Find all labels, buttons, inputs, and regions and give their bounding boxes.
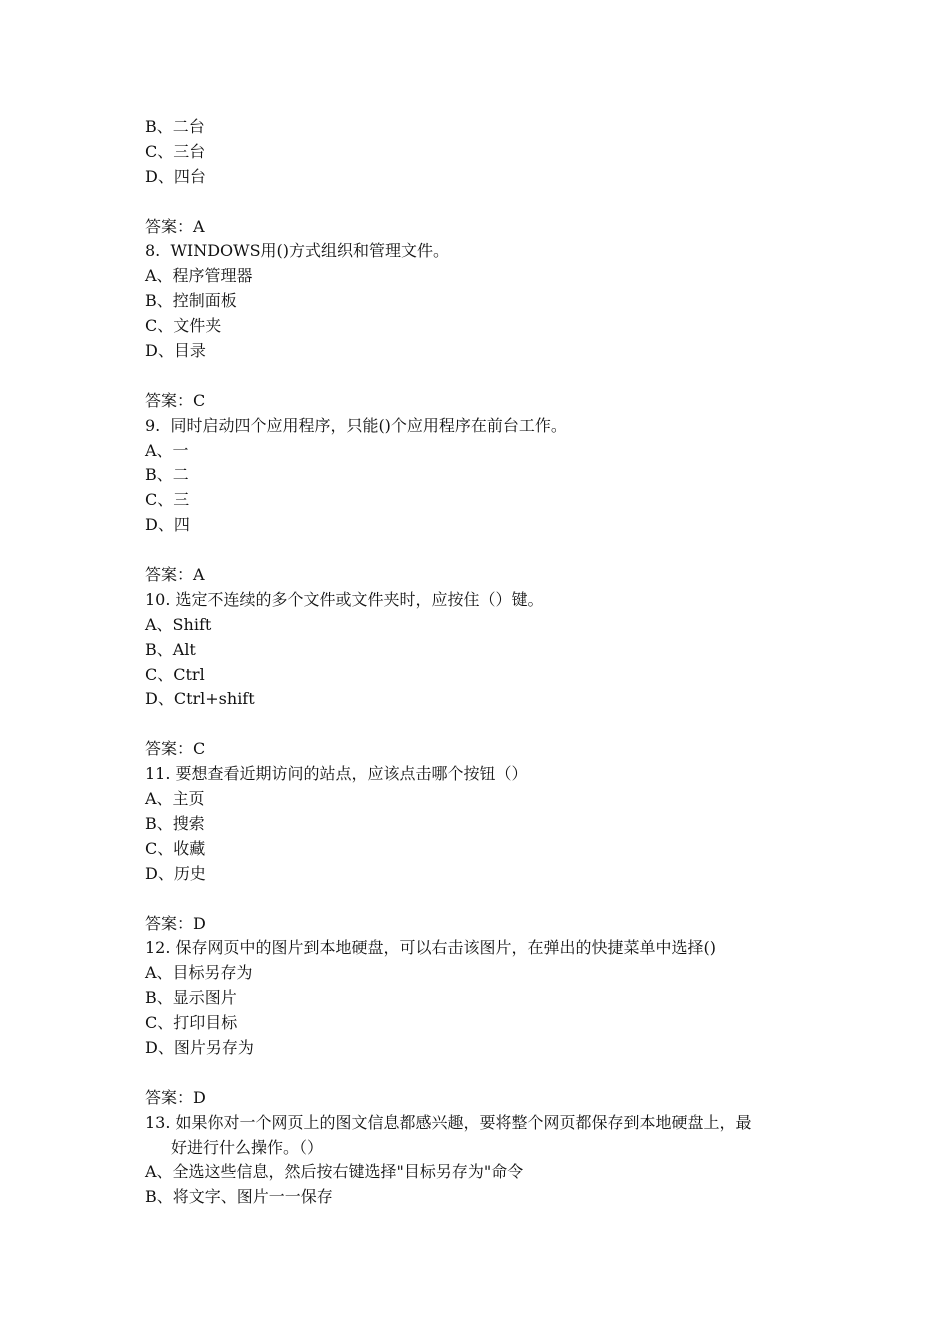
option-line: B、二 [145, 465, 189, 485]
spacer [145, 712, 825, 737]
option-line: C、打印目标 [145, 1013, 238, 1033]
option-line: C、三台 [145, 141, 206, 161]
answer-line: 答案：A [145, 565, 205, 585]
option-line: A、目标另存为 [145, 963, 253, 983]
option-line: B、二台 [145, 117, 205, 136]
question-stem: 10. 选定不连续的多个文件或文件夹时，应按住（）键。 [145, 589, 544, 609]
option-line: B、将文字、图片一一保存 [145, 1187, 333, 1207]
option-line: B、Alt [145, 639, 196, 659]
answer-line: 答案：D [145, 913, 206, 933]
option-line: B、显示图片 [145, 988, 237, 1008]
question-stem: 12. 保存网页中的图片到本地硬盘，可以右击该图片，在弹出的快捷菜单中选择() [145, 938, 717, 958]
option-line: C、三 [145, 490, 190, 510]
question-stem: 9. 同时启动四个应用程序，只能()个应用程序在前台工作。 [145, 415, 567, 435]
option-line: A、全选这些信息，然后按右键选择"目标另存为"命令 [145, 1162, 524, 1182]
option-line: D、历史 [145, 863, 206, 883]
option-line: D、图片另存为 [145, 1037, 254, 1057]
option-line: B、控制面板 [145, 291, 237, 311]
option-line: D、四 [145, 515, 190, 535]
spacer [145, 1061, 825, 1086]
option-line: C、收藏 [145, 838, 206, 858]
option-line: A、Shift [145, 614, 212, 634]
answer-line: 答案：C [145, 390, 206, 410]
question-stem: 11. 要想查看近期访问的站点，应该点击哪个按钮（） [145, 764, 528, 784]
answer-line: 答案：D [145, 1087, 206, 1107]
answer-line: 答案：A [145, 216, 205, 236]
option-line: C、Ctrl [145, 664, 205, 684]
option-line: C、文件夹 [145, 316, 222, 336]
question-stem: 13. 如果你对一个网页上的图文信息都感兴趣，要将整个网页都保存到本地硬盘上，最 [145, 1112, 752, 1132]
spacer [145, 887, 825, 912]
option-line: A、主页 [145, 789, 205, 809]
question-stem: 8. WINDOWS用()方式组织和管理文件。 [145, 241, 450, 261]
spacer [145, 364, 825, 389]
question-stem-continuation: 好进行什么操作。（） [171, 1137, 324, 1157]
option-line: D、四台 [145, 166, 206, 186]
spacer [145, 538, 825, 563]
option-line: A、程序管理器 [145, 266, 253, 286]
option-line: D、Ctrl+shift [145, 689, 255, 709]
option-line: B、搜索 [145, 813, 205, 833]
answer-line: 答案：C [145, 739, 206, 759]
option-line: A、一 [145, 440, 189, 460]
spacer [145, 190, 825, 215]
quiz-content [145, 115, 825, 1210]
option-line: D、目录 [145, 341, 206, 361]
